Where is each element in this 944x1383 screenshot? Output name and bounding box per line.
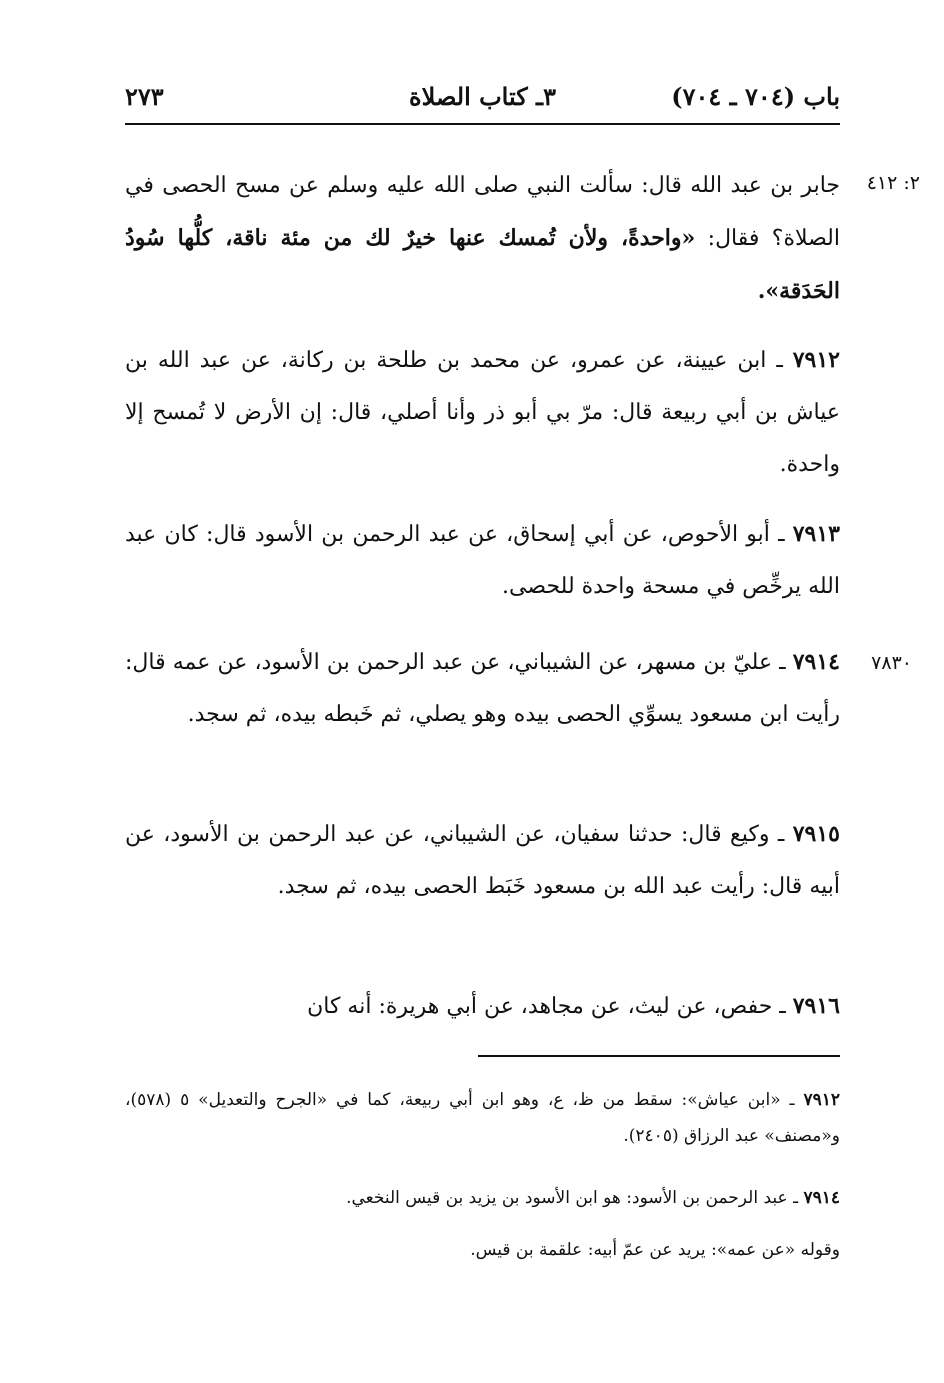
hadith-text: ـ أبو الأحوص، عن أبي إسحاق، عن عبد الرحمن بن الأسود قال: كان عبد الله يرخِّص في مسحة واحدة للحصى. (125, 522, 840, 599)
header-divider (125, 123, 840, 125)
footnote-divider (478, 1055, 840, 1057)
hadith-7915 (125, 808, 840, 913)
footnote-text: ـ عبد الرحمن بن الأسود: هو ابن الأسود بن يزيد بن قيس النخعي. (346, 1188, 804, 1208)
hadith-number: ٧٩١٦ (792, 993, 840, 1019)
page-number: ٢٧٣ (125, 82, 164, 111)
hadith-number: ٧٩١٢ (792, 347, 840, 373)
margin-reference-7830: ٧٨٣٠ (871, 652, 912, 674)
footnote-number: ٧٩١٢ (803, 1090, 840, 1110)
page-header (125, 82, 840, 122)
hadith-7916 (125, 980, 840, 1033)
hadith-text: ـ وكيع قال: حدثنا سفيان، عن الشيباني، عن عبد الرحمن بن الأسود، عن أبيه قال: رأيت عبد الله بن مسعود خَبَط الحصى بيده، ثم سجد. (125, 822, 840, 899)
footnote-7914 (125, 1180, 840, 1216)
footnote-7914-note (125, 1232, 840, 1268)
hadith-number: ٧٩١٤ (792, 649, 840, 675)
hadith-intro-text: جابر بن عبد الله قال: سألت النبي صلى الله عليه وسلم عن مسح الحصى في الصلاة؟ فقال: (125, 173, 840, 251)
book-title: ٣ـ كتاب الصلاة (409, 82, 556, 111)
hadith-7914 (125, 636, 840, 741)
footnote-number: ٧٩١٤ (803, 1188, 840, 1208)
chapter-title: باب (٧٠٤ ـ ٧٠٤) (671, 82, 840, 111)
hadith-intro-quote: «واحدةً، ولأن تُمسك عنها خيرٌ لك من مئة ناقة، كلُّها سُودُ الحَدَقة». (125, 225, 840, 304)
hadith-number: ٧٩١٥ (792, 821, 840, 847)
footnote-text: ـ «ابن عياش»: سقط من ظ، ع، وهو ابن أبي ربيعة، كما في «الجرح والتعديل» ٥ (٥٧٨)، و«مصنف» عبد الرزاق (٢٤٠٥). (125, 1090, 840, 1146)
hadith-intro (125, 160, 840, 318)
hadith-7912 (125, 334, 840, 491)
hadith-7913 (125, 508, 840, 613)
hadith-text: ـ حفص، عن ليث، عن مجاهد، عن أبي هريرة: أنه كان (307, 994, 793, 1019)
hadith-number: ٧٩١٣ (792, 521, 840, 547)
footnote-text: وقوله «عن عمه»: يريد عن عمّ أبيه: علقمة بن قيس. (470, 1240, 840, 1260)
hadith-text: ـ ابن عيينة، عن عمرو، عن محمد بن طلحة بن ركانة، عن عبد الله بن عياش بن أبي ربيعة قال: مرّ بي أبو ذر وأنا أصلي، قال: إن الأرض لا تُمسح إلا واحدة. (125, 348, 840, 477)
margin-reference-top: ٢: ٤١٢ (866, 172, 920, 194)
footnote-7912 (125, 1082, 840, 1154)
hadith-text: ـ عليّ بن مسهر، عن الشيباني، عن عبد الرحمن بن الأسود، عن عمه قال: رأيت ابن مسعود يسوِّي الحصى بيده وهو يصلي، ثم خَبطه بيده، ثم سجد. (125, 650, 840, 727)
